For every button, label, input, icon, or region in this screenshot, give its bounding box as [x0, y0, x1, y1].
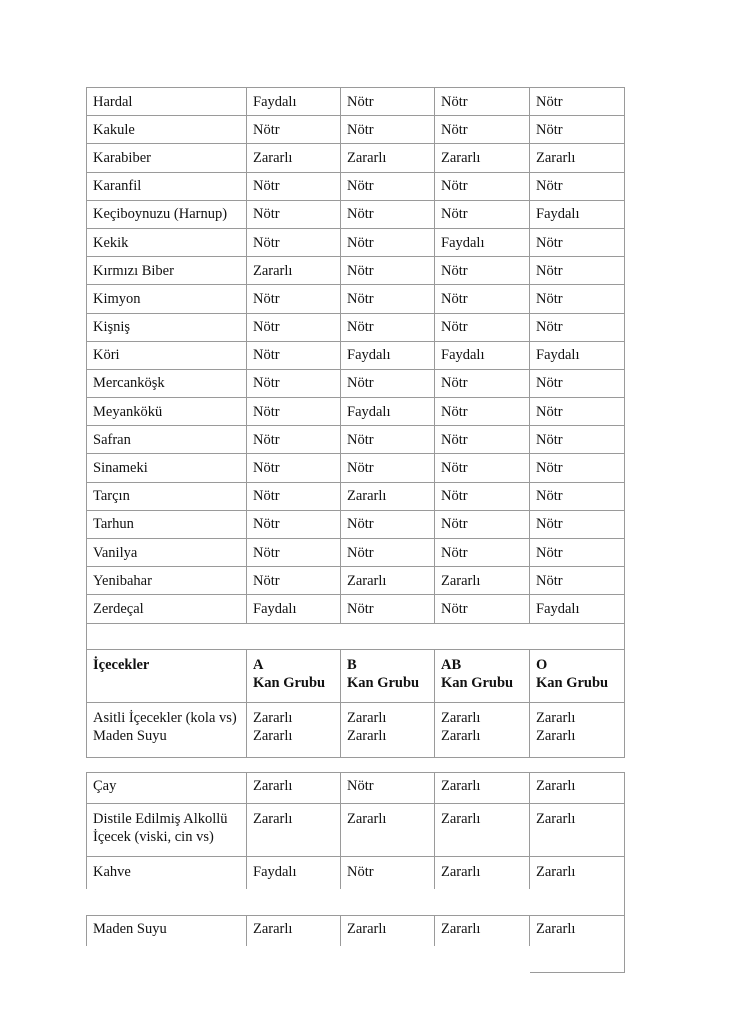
- spice-o: Faydalı: [530, 200, 625, 228]
- spice-b: Faydalı: [341, 398, 435, 426]
- drink-ab: Zararlı: [435, 856, 530, 889]
- spice-a: Nötr: [247, 567, 341, 595]
- spice-ab: Zararlı: [435, 567, 530, 595]
- table-row: [87, 369, 625, 397]
- spice-ab: Nötr: [435, 595, 530, 623]
- spice-o: Nötr: [530, 398, 625, 426]
- spice-ab: Faydalı: [435, 341, 530, 369]
- table-row: [87, 702, 625, 757]
- drink-a: Zararlı: [247, 915, 341, 946]
- spice-ab: Nötr: [435, 426, 530, 454]
- spice-a: Zararlı: [247, 144, 341, 172]
- table-row: [87, 539, 625, 567]
- drink-b: Zararlı Zararlı: [341, 702, 435, 757]
- spice-o: Nötr: [530, 116, 625, 144]
- table-row: [87, 257, 625, 285]
- table-row: [87, 595, 625, 623]
- table-row: [87, 341, 625, 369]
- spice-o: Nötr: [530, 88, 625, 116]
- spice-b: Zararlı: [341, 567, 435, 595]
- spice-a: Nötr: [247, 510, 341, 538]
- spice-b: Nötr: [341, 228, 435, 256]
- drink-name: Kahve: [87, 856, 247, 889]
- spice-ab: Nötr: [435, 539, 530, 567]
- drink-a: Zararlı: [247, 772, 341, 803]
- spice-b: Nötr: [341, 285, 435, 313]
- drinks-table: [86, 772, 625, 973]
- spice-b: Nötr: [341, 369, 435, 397]
- spice-ab: Zararlı: [435, 144, 530, 172]
- table-row: [87, 454, 625, 482]
- drink-name: Maden Suyu: [87, 915, 247, 946]
- drink-a: Zararlı: [247, 803, 341, 856]
- spice-b: Nötr: [341, 426, 435, 454]
- table-bottom: [87, 946, 625, 973]
- spice-ab: Nötr: [435, 398, 530, 426]
- spice-a: Zararlı: [247, 257, 341, 285]
- table-row: [87, 803, 625, 856]
- document-page: [86, 87, 624, 973]
- header-o: O Kan Grubu: [530, 649, 625, 702]
- spice-b: Nötr: [341, 313, 435, 341]
- spice-name: Meyankökü: [87, 398, 247, 426]
- spice-a: Faydalı: [247, 595, 341, 623]
- table-row: [87, 510, 625, 538]
- table-row: [87, 144, 625, 172]
- drinks-header-row: [87, 649, 625, 702]
- spice-name: Kişniş: [87, 313, 247, 341]
- spice-o: Nötr: [530, 369, 625, 397]
- drink-o: Zararlı: [530, 772, 625, 803]
- spice-o: Nötr: [530, 454, 625, 482]
- header-ab: AB Kan Grubu: [435, 649, 530, 702]
- spice-o: Nötr: [530, 539, 625, 567]
- spice-name: Tarçın: [87, 482, 247, 510]
- spice-name: Safran: [87, 426, 247, 454]
- table-row: [87, 116, 625, 144]
- spice-ab: Nötr: [435, 285, 530, 313]
- spice-o: Nötr: [530, 313, 625, 341]
- blank-row: [87, 623, 625, 649]
- table-row: [87, 200, 625, 228]
- spice-b: Nötr: [341, 88, 435, 116]
- spice-name: Zerdeçal: [87, 595, 247, 623]
- drink-a: Faydalı: [247, 856, 341, 889]
- table-row: [87, 313, 625, 341]
- spice-b: Zararlı: [341, 144, 435, 172]
- spice-o: Nötr: [530, 285, 625, 313]
- spice-o: Nötr: [530, 257, 625, 285]
- spice-o: Nötr: [530, 228, 625, 256]
- spice-b: Nötr: [341, 454, 435, 482]
- table-row: [87, 88, 625, 116]
- drink-o: Zararlı Zararlı: [530, 702, 625, 757]
- spice-o: Nötr: [530, 426, 625, 454]
- spice-name: Karanfil: [87, 172, 247, 200]
- header-a: A Kan Grubu: [247, 649, 341, 702]
- spice-name: Sinameki: [87, 454, 247, 482]
- spice-name: Vanilya: [87, 539, 247, 567]
- spice-name: Mercanköşk: [87, 369, 247, 397]
- drink-name: Asitli İçecekler (kola vs) Maden Suyu: [87, 702, 247, 757]
- spice-b: Nötr: [341, 257, 435, 285]
- spice-b: Nötr: [341, 116, 435, 144]
- spice-ab: Nötr: [435, 454, 530, 482]
- spice-o: Faydalı: [530, 341, 625, 369]
- spice-a: Nötr: [247, 369, 341, 397]
- table-row: [87, 426, 625, 454]
- drinks-title: İçecekler: [87, 649, 247, 702]
- spice-b: Zararlı: [341, 482, 435, 510]
- drink-b: Zararlı: [341, 803, 435, 856]
- spice-ab: Nötr: [435, 116, 530, 144]
- drink-b: Nötr: [341, 772, 435, 803]
- spice-b: Nötr: [341, 510, 435, 538]
- table-row: [87, 228, 625, 256]
- spice-b: Nötr: [341, 595, 435, 623]
- table-row: [87, 398, 625, 426]
- spice-a: Nötr: [247, 313, 341, 341]
- spice-a: Nötr: [247, 200, 341, 228]
- spice-ab: Nötr: [435, 369, 530, 397]
- table-row: [87, 772, 625, 803]
- spice-b: Faydalı: [341, 341, 435, 369]
- drink-o: Zararlı: [530, 803, 625, 856]
- spice-name: Kırmızı Biber: [87, 257, 247, 285]
- drink-ab: Zararlı: [435, 915, 530, 946]
- drink-o: Zararlı: [530, 856, 625, 889]
- spice-ab: Nötr: [435, 482, 530, 510]
- spice-b: Nötr: [341, 200, 435, 228]
- spice-a: Nötr: [247, 426, 341, 454]
- spice-a: Nötr: [247, 116, 341, 144]
- spice-ab: Nötr: [435, 172, 530, 200]
- table-row: [87, 482, 625, 510]
- drink-ab: Zararlı: [435, 772, 530, 803]
- spice-o: Nötr: [530, 567, 625, 595]
- spice-o: Nötr: [530, 510, 625, 538]
- spice-table: [86, 87, 625, 758]
- spice-a: Nötr: [247, 172, 341, 200]
- spice-b: Nötr: [341, 172, 435, 200]
- table-row: [87, 567, 625, 595]
- spice-a: Nötr: [247, 398, 341, 426]
- spice-name: Karabiber: [87, 144, 247, 172]
- spice-ab: Nötr: [435, 88, 530, 116]
- spice-ab: Faydalı: [435, 228, 530, 256]
- spice-a: Nötr: [247, 228, 341, 256]
- spice-name: Köri: [87, 341, 247, 369]
- table-row: [87, 915, 625, 946]
- spice-a: Nötr: [247, 285, 341, 313]
- spice-a: Nötr: [247, 482, 341, 510]
- spice-ab: Nötr: [435, 257, 530, 285]
- page-break-gap: [87, 889, 625, 916]
- table-row: [87, 172, 625, 200]
- spice-a: Nötr: [247, 539, 341, 567]
- drink-name: Çay: [87, 772, 247, 803]
- drink-ab: Zararlı Zararlı: [435, 702, 530, 757]
- spice-name: Hardal: [87, 88, 247, 116]
- table-row: [87, 856, 625, 889]
- spice-a: Nötr: [247, 341, 341, 369]
- spice-name: Tarhun: [87, 510, 247, 538]
- spice-o: Nötr: [530, 172, 625, 200]
- drink-a: Zararlı Zararlı: [247, 702, 341, 757]
- spice-a: Nötr: [247, 454, 341, 482]
- spice-name: Kakule: [87, 116, 247, 144]
- header-b: B Kan Grubu: [341, 649, 435, 702]
- spice-o: Zararlı: [530, 144, 625, 172]
- spice-name: Yenibahar: [87, 567, 247, 595]
- spice-b: Nötr: [341, 539, 435, 567]
- spice-ab: Nötr: [435, 200, 530, 228]
- spice-ab: Nötr: [435, 313, 530, 341]
- table-row: [87, 285, 625, 313]
- spice-o: Faydalı: [530, 595, 625, 623]
- drink-o: Zararlı: [530, 915, 625, 946]
- spice-ab: Nötr: [435, 510, 530, 538]
- spice-o: Nötr: [530, 482, 625, 510]
- spice-name: Kekik: [87, 228, 247, 256]
- drink-ab: Zararlı: [435, 803, 530, 856]
- spice-name: Kimyon: [87, 285, 247, 313]
- drink-name: Distile Edilmiş Alkollü İçecek (viski, cin vs): [87, 803, 247, 856]
- spice-a: Faydalı: [247, 88, 341, 116]
- spice-name: Keçiboynuzu (Harnup): [87, 200, 247, 228]
- drink-b: Zararlı: [341, 915, 435, 946]
- drink-b: Nötr: [341, 856, 435, 889]
